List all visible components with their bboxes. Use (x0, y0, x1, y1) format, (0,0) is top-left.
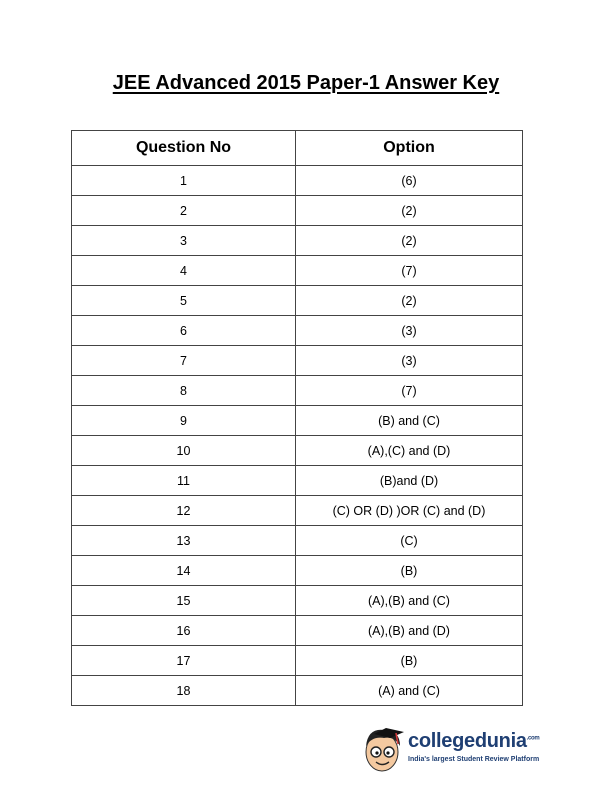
question-no-cell: 5 (72, 286, 296, 316)
question-no-cell: 2 (72, 196, 296, 226)
table-row (72, 406, 523, 436)
option-cell: (2) (296, 226, 523, 256)
question-no-cell: 16 (72, 616, 296, 646)
question-no-cell: 10 (72, 436, 296, 466)
option-cell: (B) (296, 646, 523, 676)
table-row (72, 496, 523, 526)
table-body (72, 166, 523, 706)
question-no-cell: 9 (72, 406, 296, 436)
table-row (72, 616, 523, 646)
table-header-row (72, 131, 523, 166)
logo-wordmark: collegedunia$^{.com}$ (408, 730, 540, 752)
option-cell: (7) (296, 256, 523, 286)
mascot-icon (360, 722, 406, 778)
question-no-cell: 18 (72, 676, 296, 706)
question-no-cell: 6 (72, 316, 296, 346)
option-cell: (B)and (D) (296, 466, 523, 496)
table-row (72, 196, 523, 226)
question-no-cell: 4 (72, 256, 296, 286)
table-row (72, 526, 523, 556)
option-cell: (2) (296, 196, 523, 226)
table-row (72, 436, 523, 466)
question-no-cell: 8 (72, 376, 296, 406)
option-cell: (3) (296, 346, 523, 376)
question-no-cell: 13 (72, 526, 296, 556)
page-title: JEE Advanced 2015 Paper-1 Answer Key (112, 72, 500, 94)
option-cell: (3) (296, 316, 523, 346)
answer-key-table (71, 130, 523, 706)
question-no-cell: 11 (72, 466, 296, 496)
question-no-cell: 14 (72, 556, 296, 586)
collegedunia-logo (360, 722, 550, 778)
table-row (72, 256, 523, 286)
table-row (72, 316, 523, 346)
option-cell: (A) and (C) (296, 676, 523, 706)
question-no-cell: 15 (72, 586, 296, 616)
question-no-cell: 7 (72, 346, 296, 376)
option-cell: (C) (296, 526, 523, 556)
question-no-cell: 17 (72, 646, 296, 676)
table-row (72, 166, 523, 196)
header-question-no: Question No (72, 131, 296, 166)
question-no-cell: 12 (72, 496, 296, 526)
option-cell: (A),(B) and (C) (296, 586, 523, 616)
logo-tagline: India's largest Student Review Platform (408, 756, 540, 763)
table-row (72, 556, 523, 586)
table-row (72, 646, 523, 676)
option-cell: (6) (296, 166, 523, 196)
table-row (72, 376, 523, 406)
table-row (72, 676, 523, 706)
question-no-cell: 3 (72, 226, 296, 256)
table-row (72, 466, 523, 496)
table-row (72, 286, 523, 316)
option-cell: (A),(B) and (D) (296, 616, 523, 646)
option-cell: (B) and (C) (296, 406, 523, 436)
table-row (72, 226, 523, 256)
question-no-cell: 1 (72, 166, 296, 196)
option-cell: (2) (296, 286, 523, 316)
option-cell: (7) (296, 376, 523, 406)
option-cell: (C) OR (D) )OR (C) and (D) (296, 496, 523, 526)
table-row (72, 586, 523, 616)
option-cell: (A),(C) and (D) (296, 436, 523, 466)
table-row (72, 346, 523, 376)
option-cell: (B) (296, 556, 523, 586)
header-option: Option (296, 131, 523, 166)
